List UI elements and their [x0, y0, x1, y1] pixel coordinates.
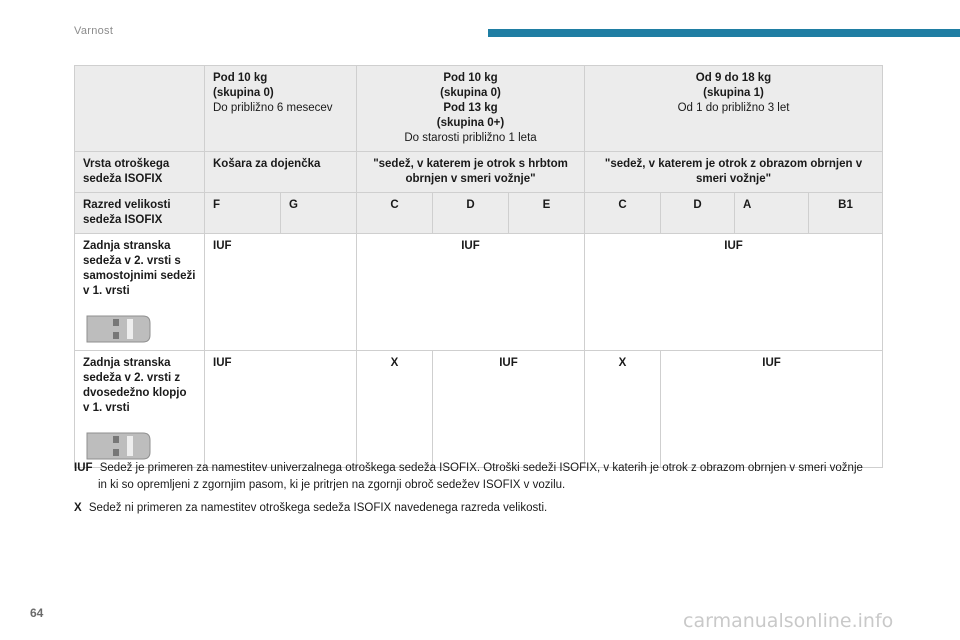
corner-cell	[75, 66, 205, 152]
group-text: (skupina 0+)	[436, 117, 505, 129]
legend-text: Sedež ni primeren za namestitev otroškega sedeža ISOFIX navedenega razreda velikosti.	[88, 502, 548, 514]
size-class-row	[75, 193, 883, 234]
weight-group-0	[205, 66, 357, 152]
legend-text-continued: in ki so opremljeni z zgornjim pasom, ki je pritrjen na zgornji obroč sedežev ISOFIX v vozilu.	[98, 479, 566, 491]
compat-cell: IUF	[205, 351, 357, 468]
seat-type-cell: "sedež, v katerem je otrok z obrazom obrnjen v smeri vožnje"	[585, 152, 883, 193]
weight-text: Pod 10 kg	[443, 72, 498, 84]
size-class-cell: G	[281, 193, 357, 234]
size-class-cell: E	[509, 193, 585, 234]
compat-cell: IUF	[661, 351, 883, 468]
age-text: Od 1 do približno 3 let	[677, 102, 790, 114]
seat-row-label-cell	[75, 351, 205, 468]
compat-cell: IUF	[433, 351, 585, 468]
seat-row-individual	[75, 234, 883, 351]
section-title: Varnost	[74, 25, 114, 37]
legend-key: X	[74, 502, 82, 514]
weight-group-1	[357, 66, 585, 152]
legend-text: Sedež je primeren za namestitev univerzalnega otroškega sedeža ISOFIX. Otroški sedeži ISOFIX, v katerih je otrok z obrazom obrnjen v smeri vožnje	[99, 462, 863, 474]
page-number: 64	[30, 606, 44, 620]
weight-text: Pod 13 kg	[443, 102, 498, 114]
row-label: Vrsta otroškega sedeža ISOFIX	[75, 152, 205, 193]
compat-cell: IUF	[585, 234, 883, 351]
row-label: Zadnja stranska sedeža v 2. vrsti s samostojnimi sedeži v 1. vrsti	[83, 240, 196, 297]
legend-iuf	[74, 460, 904, 494]
size-class-cell: B1	[809, 193, 883, 234]
age-text: Do starosti približno 1 leta	[404, 132, 537, 144]
seat-type-cell: "sedež, v katerem je otrok s hrbtom obrnjen v smeri vožnje"	[357, 152, 585, 193]
vehicle-seat-diagram-icon	[83, 430, 153, 462]
group-text: (skupina 1)	[703, 87, 764, 99]
compat-cell: IUF	[205, 234, 357, 351]
size-class-cell: F	[205, 193, 281, 234]
size-class-cell: C	[585, 193, 661, 234]
size-class-cell: D	[433, 193, 509, 234]
compat-cell: X	[585, 351, 661, 468]
legend-x	[74, 500, 904, 517]
seat-type-row	[75, 152, 883, 193]
watermark: carmanualsonline.info	[683, 610, 894, 632]
row-label: Razred velikosti sedeža ISOFIX	[75, 193, 205, 234]
size-class-cell: A	[735, 193, 809, 234]
seat-row-bench	[75, 351, 883, 468]
header-accent-bar	[488, 29, 960, 37]
vehicle-seat-diagram-icon	[83, 313, 153, 345]
compat-cell: IUF	[357, 234, 585, 351]
age-text: Do približno 6 mesecev	[213, 102, 333, 114]
isofix-table	[74, 65, 883, 468]
legend-key: IUF	[74, 462, 93, 474]
seat-row-label-cell	[75, 234, 205, 351]
weight-group-row	[75, 66, 883, 152]
weight-text: Od 9 do 18 kg	[695, 72, 772, 84]
row-label: Zadnja stranska sedeža v 2. vrsti z dvosedežno klopjo v 1. vrsti	[83, 357, 187, 414]
size-class-cell: C	[357, 193, 433, 234]
group-text: (skupina 0)	[213, 87, 274, 99]
seat-type-cell: Košara za dojenčka	[205, 152, 357, 193]
group-text: (skupina 0)	[440, 87, 501, 99]
weight-text: Pod 10 kg	[213, 72, 268, 84]
weight-group-2	[585, 66, 883, 152]
size-class-cell: D	[661, 193, 735, 234]
compat-cell: X	[357, 351, 433, 468]
